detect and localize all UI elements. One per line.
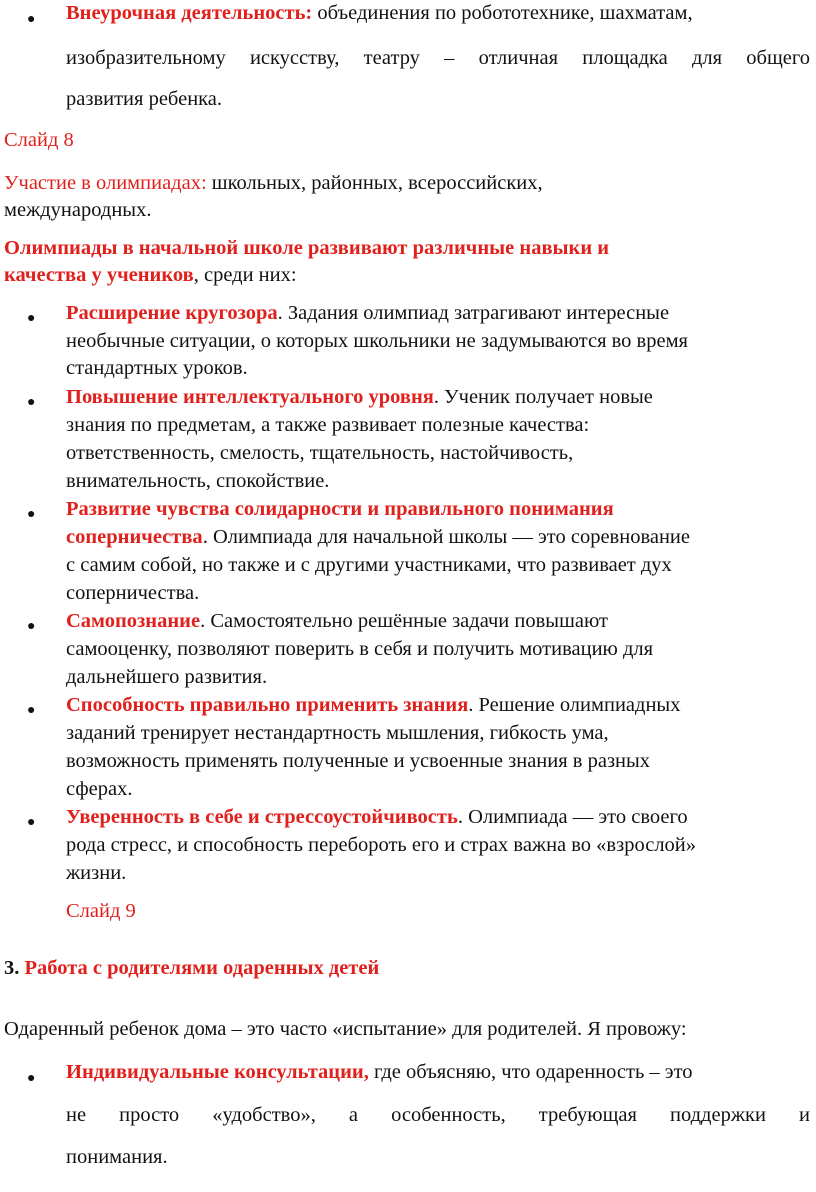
skill-label: Уверенность в себе и стрессоустойчивость xyxy=(66,806,458,828)
skill-line: ответственность, смелость, тщательность, настойчивость, xyxy=(66,442,574,464)
bullet-icon: ● xyxy=(27,1071,36,1086)
section-number: 3. xyxy=(4,957,20,979)
skill-line: самооценку, позволяют поверить в себя и получить мотивацию для xyxy=(66,638,654,660)
section-3-heading xyxy=(4,957,816,980)
consult-line-3 xyxy=(66,1146,816,1169)
skill-label: Развитие чувства солидарности и правильного понимания xyxy=(66,498,614,520)
skill-line xyxy=(66,806,816,829)
skill-line: соперничества. xyxy=(66,582,200,604)
skill-text: . Олимпиада для начальной школы — это соревнование xyxy=(202,526,691,548)
bullet-icon: ● xyxy=(27,395,36,410)
bullet-icon: ● xyxy=(27,12,36,27)
bullet-icon: ● xyxy=(27,311,36,326)
olympiads-line-1 xyxy=(4,172,816,195)
bullet-icon: ● xyxy=(27,507,36,522)
intro-line-2 xyxy=(66,47,810,70)
skill-label: Самопознание xyxy=(66,610,201,632)
intro-label: Внеурочная деятельность: xyxy=(66,2,313,24)
skills-heading-rest: , среди них: xyxy=(193,264,297,286)
skill-line xyxy=(66,302,816,325)
skill-line xyxy=(66,610,816,633)
intro-text-3: развития ребенка. xyxy=(66,88,223,110)
bullet-icon: ● xyxy=(27,703,36,718)
intro-line-1 xyxy=(66,2,816,25)
skill-text: . Олимпиада — это своего xyxy=(457,806,688,828)
skill-text: . Самостоятельно решённые задачи повышают xyxy=(200,610,608,632)
consult-text-1: где объясняю, что одаренность – это xyxy=(368,1061,693,1083)
olympiads-text-1: школьных, районных, всероссийских, xyxy=(206,172,543,194)
skills-heading-bold: качества у учеников xyxy=(4,264,194,286)
skill-line xyxy=(66,386,816,409)
olympiads-line-2 xyxy=(4,199,816,222)
olympiads-text-2: международных. xyxy=(4,199,152,221)
skill-label: соперничества xyxy=(66,526,203,548)
skill-line: заданий тренирует нестандартность мышления, гибкость ума, xyxy=(66,722,609,744)
skill-line: стандартных уроков. xyxy=(66,357,248,379)
consult-line-1 xyxy=(66,1061,816,1084)
skill-line: возможность применять полученные и усвоенные знания в разных xyxy=(66,750,651,772)
skill-line xyxy=(66,694,816,717)
skill-line: сферах. xyxy=(66,778,133,800)
skill-label: Расширение кругозора xyxy=(66,302,278,324)
section-title: Работа с родителями одаренных детей xyxy=(24,957,380,979)
skill-line: рода стресс, и способность перебороть его и страх важна во «взрослой» xyxy=(66,834,697,856)
olympiads-label: Участие в олимпиадах: xyxy=(4,172,207,194)
skills-heading-line-2 xyxy=(4,264,816,287)
bullet-icon: ● xyxy=(27,619,36,634)
skill-line: внимательность, спокойствие. xyxy=(66,470,330,492)
slide-8-label: Слайд 8 xyxy=(4,129,74,151)
consult-label: Индивидуальные консультации, xyxy=(66,1061,369,1083)
parents-intro: Одаренный ребенок дома – это часто «испытание» для родителей. Я провожу: xyxy=(4,1018,687,1040)
skills-heading-line-1: Олимпиады в начальной школе развивают различные навыки и xyxy=(4,237,610,259)
slide-9-label: Слайд 9 xyxy=(66,900,136,922)
intro-line-3 xyxy=(66,88,816,111)
skill-line xyxy=(66,526,816,549)
skill-text: . Ученик получает новые xyxy=(433,386,653,408)
bullet-icon: ● xyxy=(27,815,36,830)
skill-label: Способность правильно применить знания xyxy=(66,694,469,716)
skill-line: с самим собой, но также и с другими участниками, что развивает дух xyxy=(66,554,672,576)
skill-label: Повышение интеллектуального уровня xyxy=(66,386,434,408)
consult-text-3: понимания. xyxy=(66,1146,168,1168)
skill-text: . Задания олимпиад затрагивают интересные xyxy=(277,302,670,324)
consult-line-2 xyxy=(66,1104,810,1127)
intro-text-1: объединения по робототехнике, шахматам, xyxy=(312,2,693,24)
skill-line: знания по предметам, а также развивает полезные качества: xyxy=(66,414,590,436)
consult-text-2: не просто «удобство», а особенность, требующая поддержки и xyxy=(66,1104,810,1126)
skill-line: необычные ситуации, о которых школьники не задумываются во время xyxy=(66,330,688,352)
skill-line: жизни. xyxy=(66,862,127,884)
skill-line: дальнейшего развития. xyxy=(66,666,268,688)
skill-text: . Решение олимпиадных xyxy=(468,694,681,716)
intro-text-2: изобразительному искусству, театру – отличная площадка для общего xyxy=(66,47,810,69)
